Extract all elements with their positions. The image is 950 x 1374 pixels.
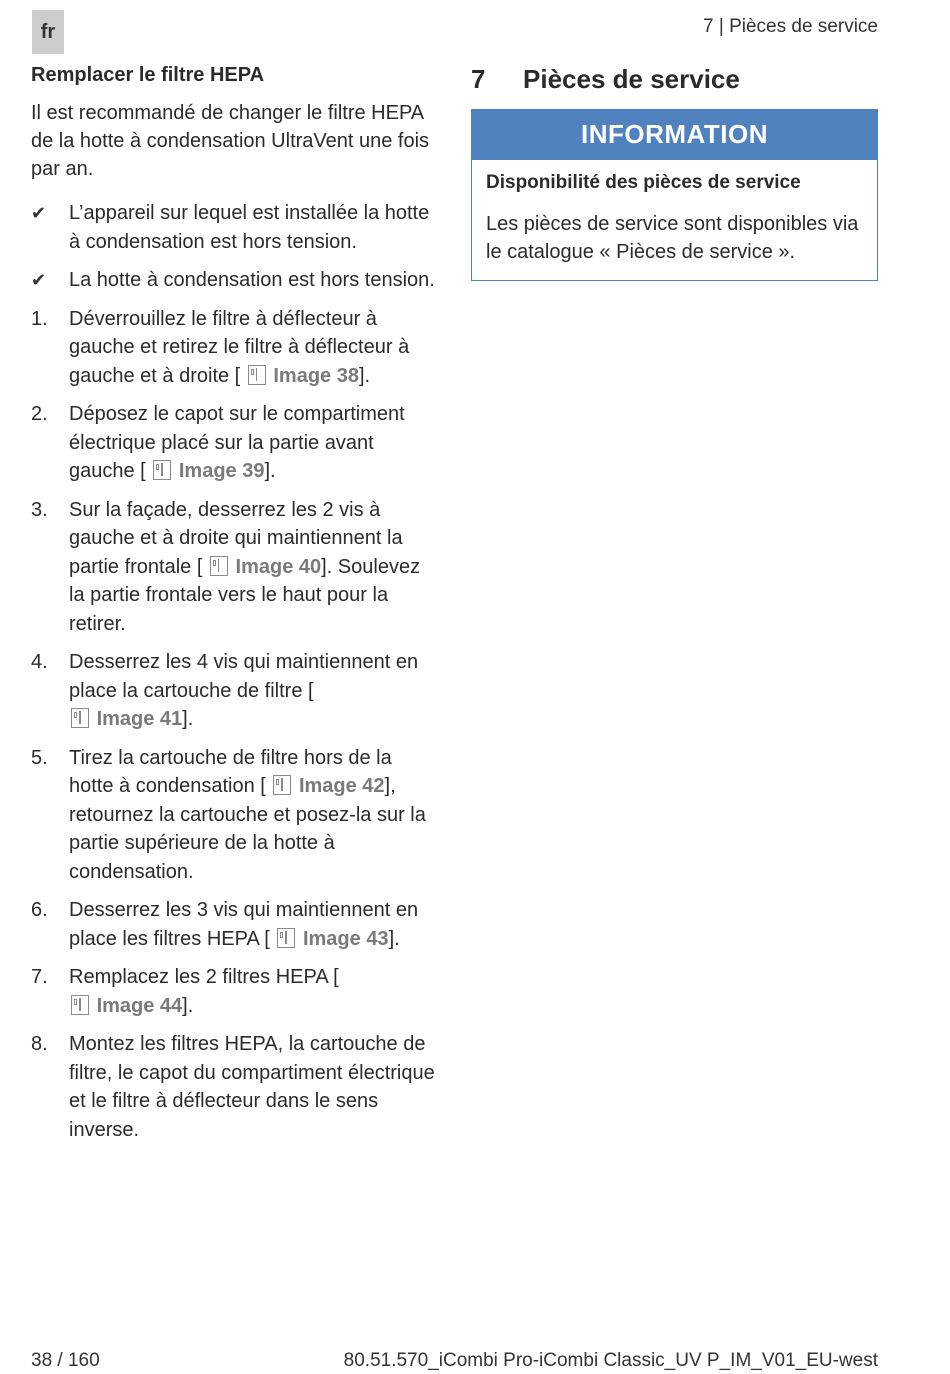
image-reference-icon — [273, 775, 291, 795]
check-icon: ✔ — [31, 203, 47, 223]
step-text: Sur la façade, desserrez les 2 vis à gauche et à droite qui maintiennent la partie frontale [ — [69, 498, 403, 578]
image-reference-icon — [153, 460, 171, 480]
step-text: Montez les filtres HEPA, la cartouche de filtre, le capot du compartiment électrique et le filtre à déflecteur dans le sens inverse. — [69, 1033, 435, 1141]
step-item: 1. Déverrouillez le filtre à déflecteur à gauche et retirez le filtre à déflecteur à gauche et à droite [ Image 38]. — [31, 305, 441, 391]
step-text: Déverrouillez le filtre à déflecteur à gauche et retirez le filtre à déflecteur à gauche et à droite [ — [69, 307, 410, 387]
information-box-subtitle: Disponibilité des pièces de service — [486, 172, 801, 193]
step-number: 6. — [31, 899, 48, 921]
page-number: 38 / 160 — [31, 1350, 100, 1371]
information-box-title: INFORMATION — [472, 110, 877, 160]
step-item: 6. Desserrez les 3 vis qui maintiennent en place les filtres HEPA [ Image 43]. — [31, 896, 441, 953]
prerequisite-text: L’appareil sur lequel est installée la hotte à condensation est hors tension. — [69, 202, 430, 253]
running-head: 7 | Pièces de service — [703, 16, 878, 37]
information-box-text: Les pièces de service sont disponibles via le catalogue « Pièces de service ». — [486, 213, 859, 263]
intro-paragraph: Il est recommandé de changer le filtre HEPA de la hotte à condensation UltraVent une fois par an. — [31, 102, 430, 180]
step-text: Desserrez les 3 vis qui maintiennent en place les filtres HEPA [ — [69, 899, 419, 950]
step-list — [31, 305, 441, 1145]
image-reference-link[interactable]: Image 40 — [208, 556, 321, 578]
step-text: Déposez le capot sur le compartiment électrique placé sur la partie avant gauche [ — [69, 403, 405, 482]
information-box — [471, 109, 878, 281]
step-item: 3. Sur la façade, desserrez les 2 vis à gauche et à droite qui maintiennent la partie frontale [ Image 40]. Soulevez la partie frontale vers le haut pour la retirer. — [31, 496, 441, 639]
chapter-number: 7 — [471, 64, 486, 94]
prerequisite-list — [31, 199, 441, 295]
step-number: 2. — [31, 403, 48, 425]
document-id: 80.51.570_iCombi Pro-iCombi Classic_UV P_IM_V01_EU-west — [343, 1350, 878, 1371]
image-reference-icon — [248, 365, 266, 385]
step-number: 3. — [31, 498, 48, 521]
prerequisite-item — [31, 199, 441, 256]
prerequisite-item — [31, 266, 441, 295]
image-reference-link[interactable]: Image 41 — [69, 708, 182, 730]
prerequisite-text: La hotte à condensation est hors tension. — [69, 269, 435, 291]
step-text: Desserrez les 4 vis qui maintiennent en place la cartouche de filtre [ — [69, 651, 419, 702]
step-number: 8. — [31, 1033, 48, 1055]
step-text: Tirez la cartouche de filtre hors de la hotte à condensation [ — [69, 746, 392, 797]
left-column — [31, 64, 441, 1154]
image-reference-icon — [210, 556, 228, 576]
step-item: 5. Tirez la cartouche de filtre hors de la hotte à condensation [ Image 42], retournez la cartouche et posez-la sur la partie supérieure de la hotte à condensation. — [31, 744, 441, 887]
chapter-title: Pièces de service — [523, 64, 740, 94]
step-number: 5. — [31, 746, 48, 769]
image-reference-icon — [71, 708, 89, 728]
step-number: 7. — [31, 966, 48, 988]
image-reference-link[interactable]: Image 44 — [69, 995, 182, 1017]
information-box-body — [472, 160, 877, 280]
image-reference-link[interactable]: Image 39 — [151, 460, 264, 482]
image-reference-icon — [277, 928, 295, 948]
check-icon: ✔ — [31, 270, 47, 290]
step-number: 4. — [31, 651, 48, 673]
image-reference-icon — [71, 995, 89, 1015]
image-reference-link[interactable]: Image 43 — [275, 928, 388, 950]
right-column — [471, 64, 878, 281]
image-reference-link[interactable]: Image 38 — [246, 365, 359, 387]
language-tab: fr — [32, 10, 64, 54]
step-text: Remplacez les 2 filtres HEPA [ — [69, 966, 339, 988]
chapter-heading — [471, 64, 878, 95]
step-number: 1. — [31, 307, 48, 330]
step-item — [31, 1030, 441, 1144]
step-item: 4. Desserrez les 4 vis qui maintiennent en place la cartouche de filtre [ Image 41]. — [31, 648, 441, 734]
image-reference-link[interactable]: Image 42 — [271, 775, 384, 797]
section-heading: Remplacer le filtre HEPA — [31, 64, 265, 86]
step-item: 2. Déposez le capot sur le compartiment électrique placé sur la partie avant gauche [ Image 39]. — [31, 400, 441, 486]
step-item: 7. Remplacez les 2 filtres HEPA [ Image 44]. — [31, 963, 441, 1020]
